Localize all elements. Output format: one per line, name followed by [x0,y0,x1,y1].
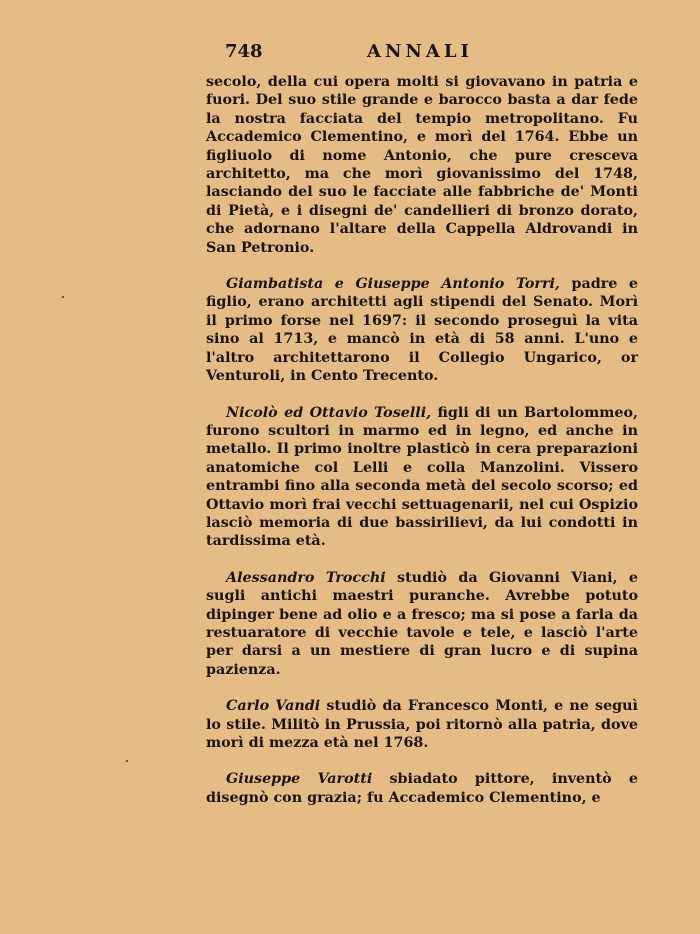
paper-speck [126,760,128,762]
paragraph-text: padre e figlio, erano architetti agli stipendi del Senato. Morì il primo forse nel 1697: il secondo proseguì la vita sino al 1713, e mancò in età di 58 anni. L'uno e l'altro architettarono il Collegio Ungarico, or Venturoli, in Cento Trecento. [206,276,639,385]
paragraph-vandi [206,697,638,752]
paragraph-text: figli di un Bartolommeo, furono scultori in marmo ed in legno, ed anche in metallo. Il primo inoltre plasticò in cera preparazioni anatomiche col Lelli e colla Manzolini. Vissero entrambi fino alla seconda metà del secolo scorso; ed Ottavio morì frai vecchi settuagenarii, nel cui Ospizio lasciò memoria di due bassirilievi, da lui condotti in tardissima età. [206,404,638,550]
artist-name: Giuseppe Varotti [226,771,373,788]
artist-name: Nicolò ed Ottavio Toselli, [226,404,432,421]
paragraph-torri [206,275,638,385]
artist-name: Alessandro Trocchi [226,569,386,586]
paragraph-continuation [206,73,638,257]
paragraph-varotti [206,770,638,807]
paragraph-text: studiò da Francesco Monti, e ne seguì lo stile. Militò in Prussia, poi ritornò alla patria, dove morì di mezza età nel 1768. [206,698,638,751]
paragraph-trocchi [206,569,638,679]
running-title: ANNALI [367,41,473,62]
page-header [207,41,487,67]
artist-name: Giambatista e Giuseppe Antonio Torri, [226,276,560,293]
paragraph-text: secolo, della cui opera molti si giovavano in patria e fuori. Del suo stile grande e barocco basta a dar fede la nostra facciata del tempio metropolitano. Fu Accademico Clementino, e morì del 1764. Ebbe un figliuolo di nome Antonio, che pure cresceva architetto, ma che morì giovanissimo del 1748, lasciando del suo le facciate alle fabbriche de' Monti di Pietà, e i disegni de' candellieri di bronzo dorato, che adornano l'altare della Cappella Aldrovandi in San Petronio. [206,74,638,256]
page-body [206,73,638,807]
paragraph-text: studiò da Giovanni Viani, e sugli antichi maestri puranche. Avrebbe potuto dipinger bene ad olio e a fresco; ma si pose a farla da restuaratore di vecchie tavole e tele, e lasciò l'arte per darsi a un mestiere di gran lucro e di supina pazienza. [206,569,639,678]
paragraph-toselli [206,404,638,551]
page-number: 748 [225,41,263,62]
paper-speck [62,296,64,298]
artist-name: Carlo Vandi [226,698,321,715]
paragraph-text: sbiadato pittore, inventò e disegnò con grazia; fu Accademico Clementino, e [206,771,639,806]
